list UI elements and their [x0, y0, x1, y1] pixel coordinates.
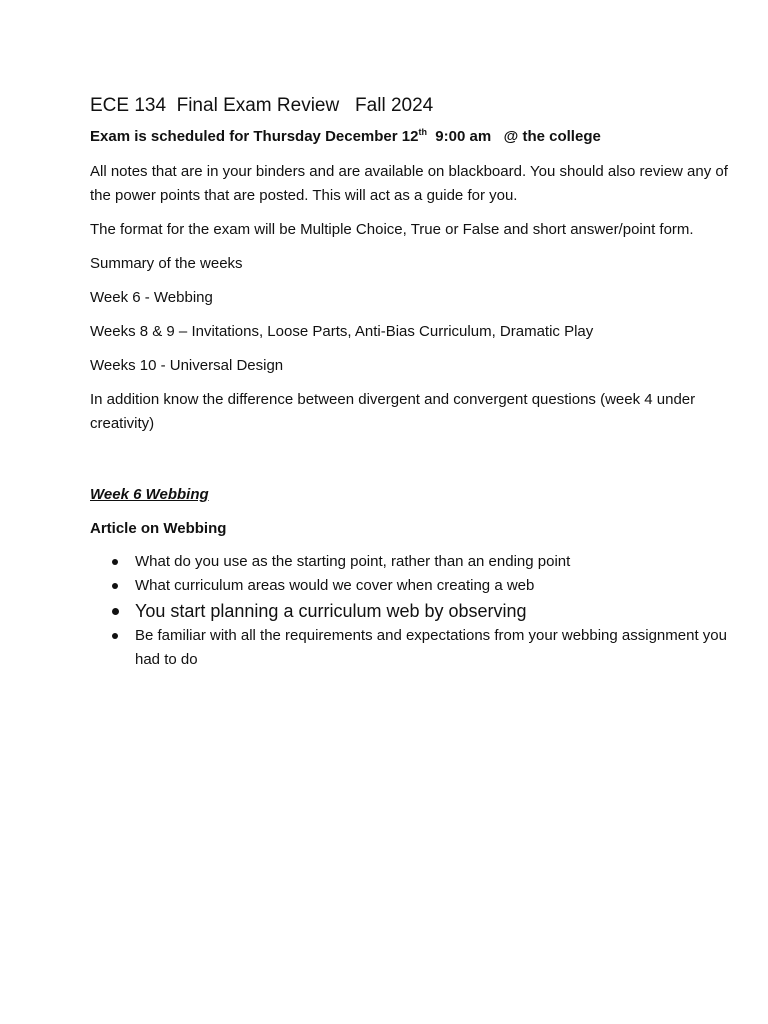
week-10-line: Weeks 10 - Universal Design	[90, 357, 284, 374]
week-6-line: Week 6 - Webbing	[90, 289, 213, 306]
list-item	[90, 550, 730, 574]
webbing-bullet-list	[90, 550, 730, 672]
section-spacer	[90, 446, 730, 484]
bullet-text: Be familiar with all the requirements and expectations from your webbing assignment you had to do	[135, 627, 727, 668]
bullet-text: What curriculum areas would we cover when creating a web	[135, 577, 535, 594]
weeks-8-9-line: Weeks 8 & 9 – Invitations, Loose Parts, Anti-Bias Curriculum, Dramatic Play	[90, 323, 594, 340]
list-item	[90, 598, 730, 624]
article-subheading: Article on Webbing	[90, 520, 227, 537]
bullet-text: You start planning a curriculum web by observing	[135, 601, 527, 621]
exam-time-location: 9:00 am @ the college	[426, 128, 601, 145]
bullet-icon	[112, 559, 118, 565]
list-item	[90, 574, 730, 598]
summary-label: Summary of the weeks	[90, 255, 243, 272]
notes-paragraph: All notes that are in your binders and are available on blackboard. You should also review any of the power points that are posted. This will act as a guide for you.	[90, 163, 728, 204]
section-heading: Week 6 Webbing	[90, 486, 209, 503]
document-title: ECE 134 Final Exam Review Fall 2024	[90, 95, 434, 116]
exam-schedule	[90, 126, 730, 148]
exam-schedule-text: Exam is scheduled for Thursday December 12	[90, 128, 419, 145]
exam-date-suffix: th	[418, 127, 427, 137]
divergent-convergent-note: In addition know the difference between divergent and convergent questions (week 4 under creativity)	[90, 391, 696, 432]
bullet-icon	[112, 583, 118, 589]
bullet-icon	[112, 633, 118, 639]
document-page	[90, 92, 730, 672]
bullet-icon	[112, 608, 119, 615]
bullet-text: What do you use as the starting point, rather than an ending point	[135, 553, 571, 570]
list-item	[90, 624, 730, 672]
format-paragraph: The format for the exam will be Multiple Choice, True or False and short answer/point form.	[90, 221, 694, 238]
